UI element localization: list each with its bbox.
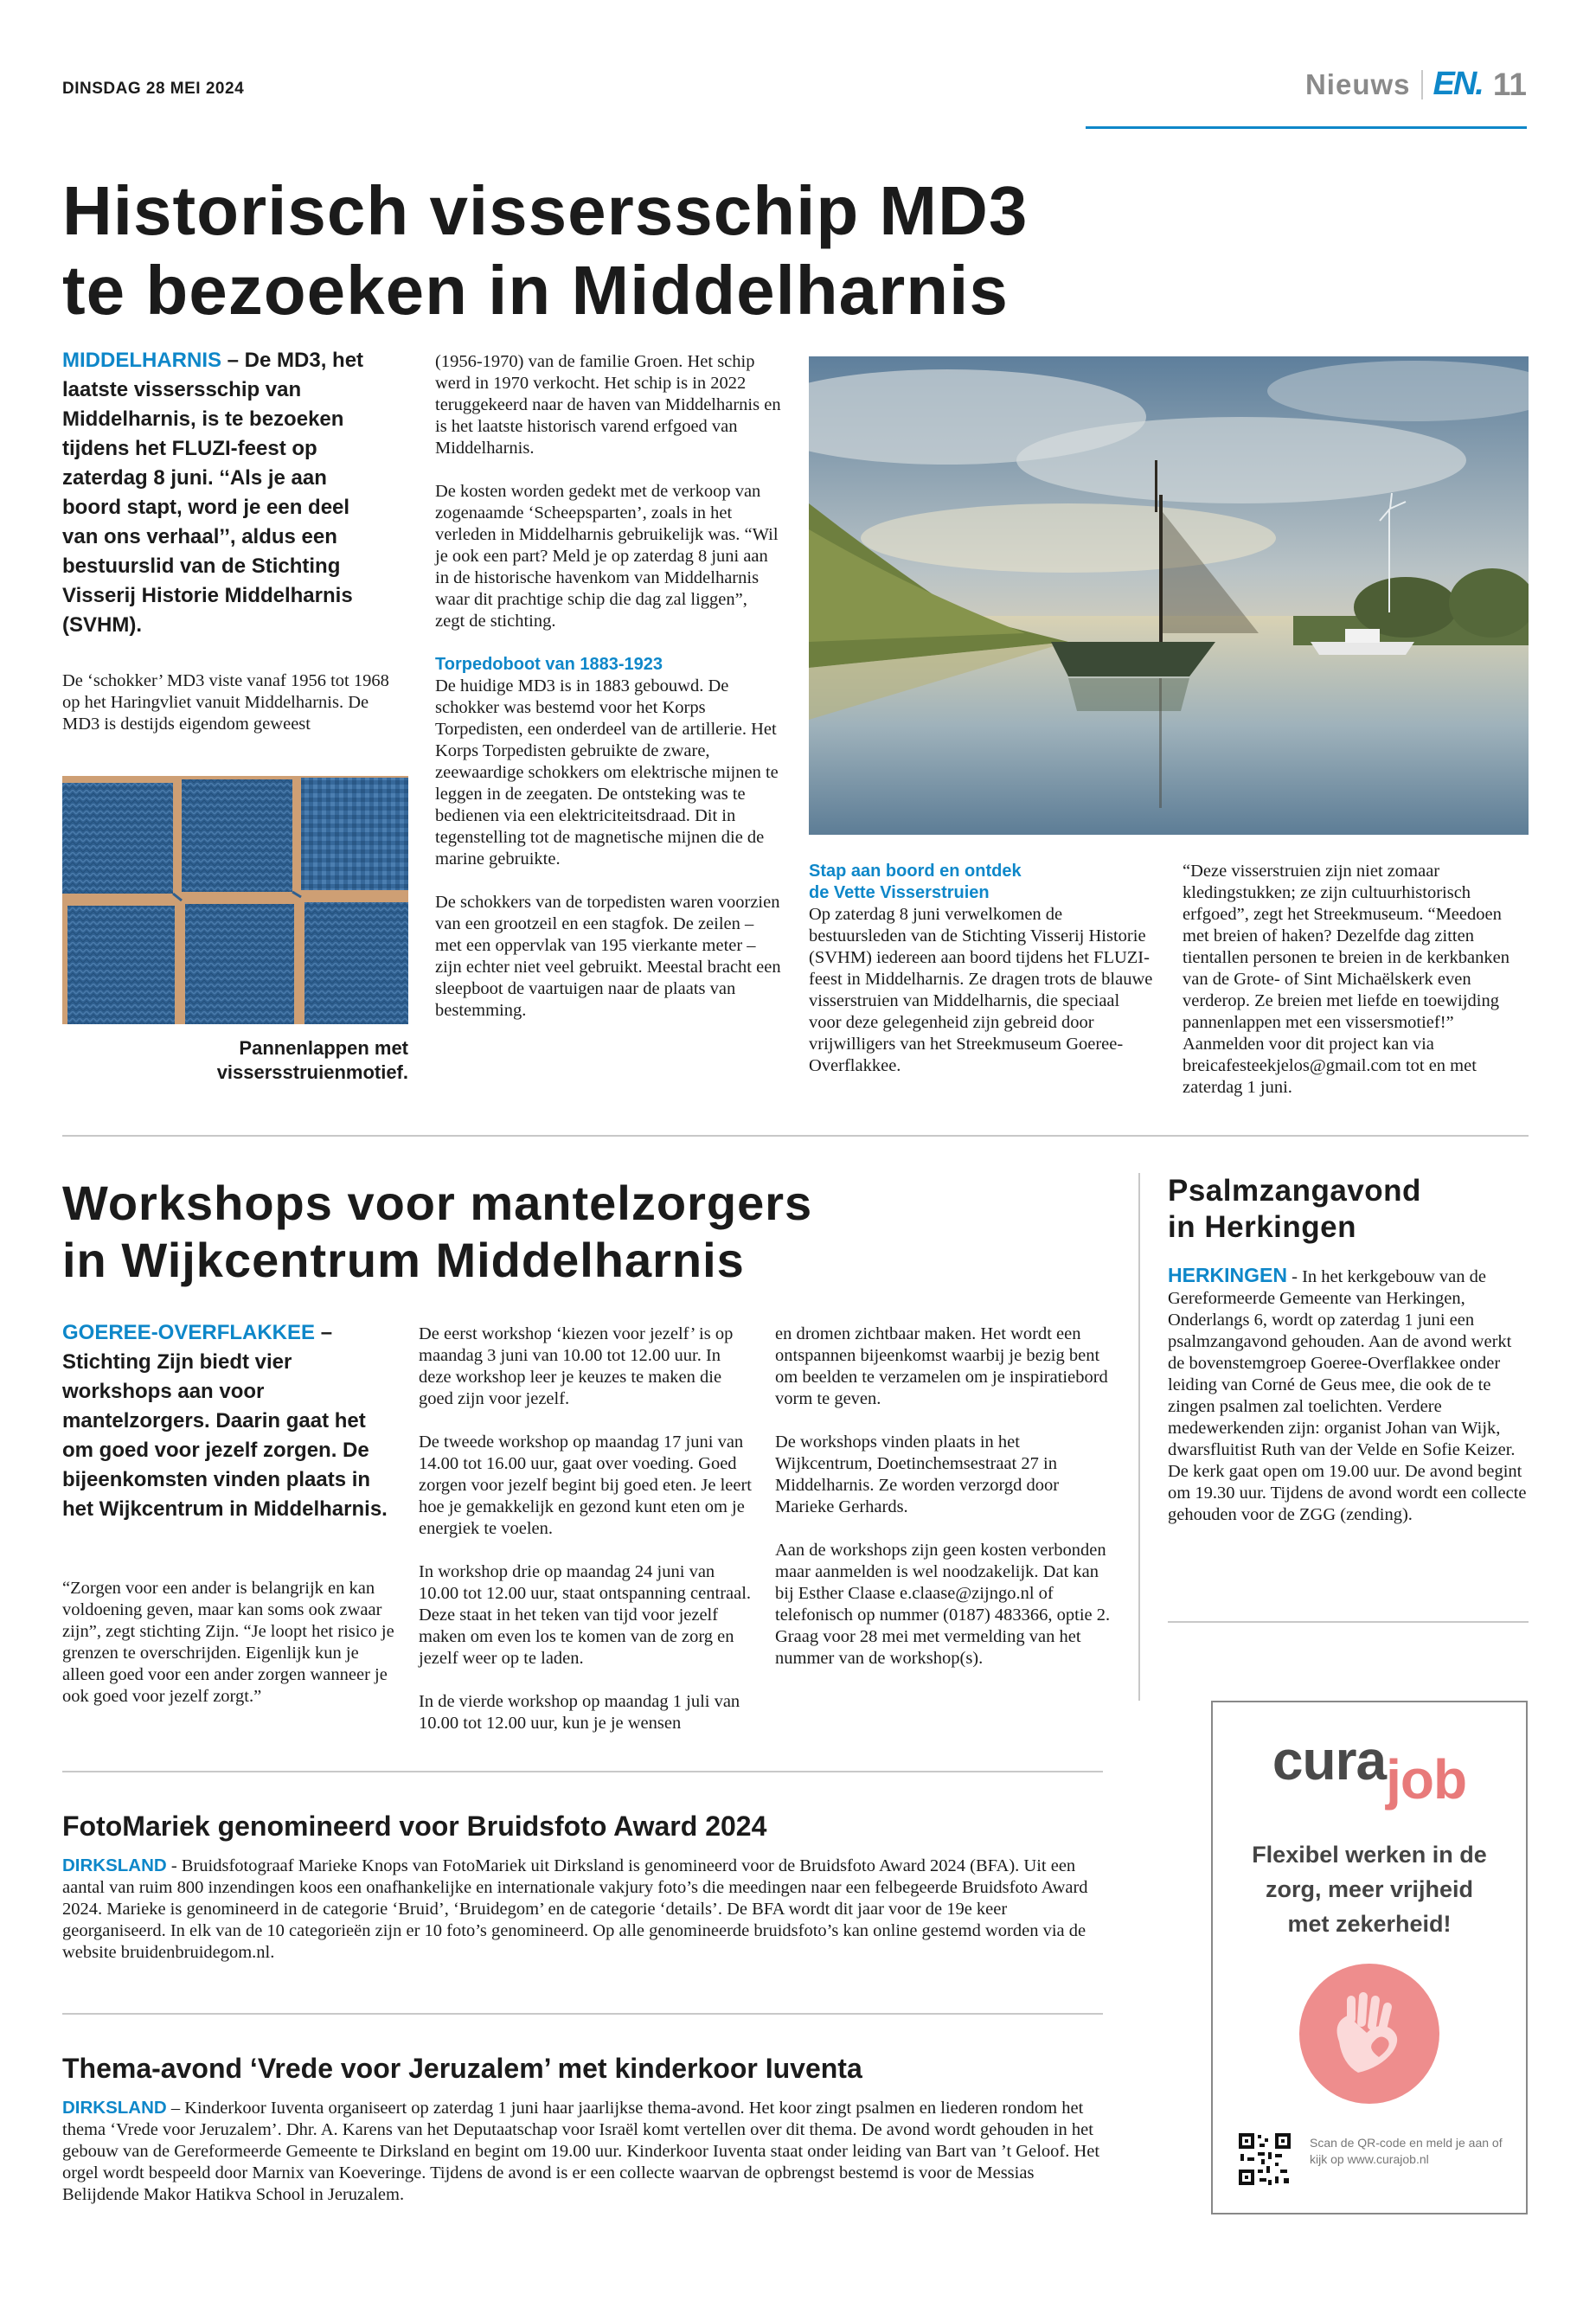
article2-paragraph: In de vierde workshop op maandag 1 juli van 10.00 tot 12.00 uur, kun je je wensen xyxy=(419,1692,740,1733)
article2-headline xyxy=(62,1175,1100,1289)
article1-subhead2 xyxy=(809,861,1155,904)
article4-title: FotoMariek genomineerd voor Bruidsfoto Award 2024 xyxy=(62,1811,767,1842)
article4-dateline: DIRKSLAND xyxy=(62,1856,167,1875)
article3-body xyxy=(1168,1265,1531,1526)
qr-instruction xyxy=(1310,2135,1507,2168)
page-header xyxy=(1305,66,1527,103)
article1-paragraph: De huidige MD3 is in 1883 gebouwd. De schokker was bestemd voor het Korps Torpedisten, een onderdeel van de artillerie. Het Korps Torpedisten gebruikte de zware, zeewaardige schokkers om elektrische mijnen te leggen in de zeegaten. De ontsteking was te bedienen via een elektriciteitsdraad. Dit in tegenstelling tot de magnetische mijnen die de marine gebruikte. xyxy=(435,676,779,868)
article1-paragraph: (1956-1970) van de familie Groen. Het schip werd in 1970 verkocht. Het schip is in 2022 teruggekeerd naar de haven van Middelharnis en is het laatste historisch varend erfgoed van Middelharnis. xyxy=(435,352,781,458)
article2-paragraph: Aan de workshops zijn geen kosten verbonden maar aanmelden is wel noodzakelijk. Dat kan bij Esther Claase e.claase@zijngo.nl of telefonisch op nummer (0187) 483366, optie 2. Graag voor 28 mei met vermelding van het nummer van de workshop(s). xyxy=(775,1541,1111,1668)
section-divider xyxy=(62,1771,1103,1772)
tagline-text: Flexibel werken in de zorg, meer vrijheid met zekerheid! xyxy=(1252,1842,1487,1937)
article2-paragraph: en dromen zichtbaar maken. Het wordt een ontspannen bijeenkomst waarbij je bezig bent om beelden te verzamelen om je inspiratiebord vorm te geven. xyxy=(775,1324,1108,1408)
heart-hand-icon xyxy=(1298,1962,1441,2106)
article1-paragraph: De ‘schokker’ MD3 viste vanaf 1956 tot 1968 op het Haringvliet vanuit Middelharnis. De MD3 is destijds eigendom geweest xyxy=(62,671,389,734)
article2-title-line1: Workshops voor mantelzorgers xyxy=(62,1176,813,1230)
sidebar-divider xyxy=(1168,1621,1529,1623)
article1-paragraph: Op zaterdag 8 juni verwelkomen de bestuursleden van de Stichting Visserij Historie (SVHM) iedereen aan boord tijdens het FLUZI-feest in Middelharnis. Ze dragen trots de blauwe visserstruien van Middelharnis, die speciaal voor deze gelegenheid zijn gebreid door vrijwilligers van het Streekmuseum Goeree-Overflakkee. xyxy=(809,905,1153,1075)
photo-caption-text: Pannenlappen met vissersstruienmotief. xyxy=(216,1037,408,1083)
article5-title: Thema-avond ‘Vrede voor Jeruzalem’ met kinderkoor Iuventa xyxy=(62,2053,862,2084)
article2-title-line2: in Wijkcentrum Middelharnis xyxy=(62,1233,745,1287)
article5-dateline: DIRKSLAND xyxy=(62,2098,167,2118)
page-number: 11 xyxy=(1492,66,1527,102)
section-name: Nieuws xyxy=(1304,67,1411,100)
article1-paragraph: De kosten worden gedekt met de verkoop van zogenaamde ‘Scheepsparten’, zoals in het verleden in Middelharnis gebruikelijk was. “Wil je ook een part? Meld je op zaterdag 8 juni aan in de historische havenkom van Middelharnis waar dit prachtige schip die dag zal liggen”, zegt de stichting. xyxy=(435,482,779,631)
curajob-ad[interactable] xyxy=(1211,1701,1528,2214)
subhead2-line1: Stap aan boord en ontdek xyxy=(809,862,1022,881)
article3-title-line1: Psalmzangavond xyxy=(1168,1174,1421,1208)
article1-lead-text: – De MD3, het laatste vissersschip van Middelharnis, is te bezoeken tijdens het FLUZI-feest op zaterdag 8 juni. ‘‘Als je aan boord stapt, word je een deel van ons verhaal’’, aldus een bestuurslid van de Stichting Visserij Historie Middelharnis (SVHM). xyxy=(62,349,364,637)
article5 xyxy=(62,2050,1109,2206)
article1-title-line1: Historisch vissersschip MD3 xyxy=(62,172,1029,249)
article3-dateline: HERKINGEN xyxy=(1168,1264,1288,1286)
section-divider xyxy=(62,2013,1103,2015)
article1-dateline: MIDDELHARNIS xyxy=(62,349,221,372)
potholders-photo xyxy=(62,776,408,1024)
column-divider xyxy=(1138,1173,1140,1701)
article1-col4 xyxy=(1183,861,1529,1099)
article4-body-text: - Bruidsfotograaf Marieke Knops van FotoMariek uit Dirksland is genomineerd voor de Bruidsfoto Award 2024 (BFA). Uit een aantal van ruim 800 inzendingen koos een onafhankelijke en internationale vakjury foto’s die meedingen naar een felbegeerde Bruidsfoto Award 2024. Marieke is genomineerd in de categorie ‘Bruid’, ‘Bruidegom’ en de categorie ‘details’. De BFA wordt dit jaar voor de 19e keer georganiseerd. In elk van de 10 categorieën zijn er 10 foto’s genomineerd. Op alle genomineerde bruidsfoto’s kan online gestemd worden via de website bruidenbruidegom.nl. xyxy=(62,1856,1088,1962)
article3 xyxy=(1168,1173,1531,1526)
header-divider xyxy=(1421,70,1423,99)
article2-col2 xyxy=(419,1324,756,1734)
subhead2-line2: de Vette Visserstruien xyxy=(809,883,990,902)
article2-dateline: GOEREE-OVERFLAKKEE xyxy=(62,1321,316,1344)
article2-paragraph: De workshops vinden plaats in het Wijkcentrum, Doetinchemsestraat 27 in Middelharnis. Ze worden verzorgd door Marieke Gerhards. xyxy=(775,1433,1060,1516)
article4 xyxy=(62,1808,1109,1964)
ship-photo xyxy=(809,356,1529,835)
article5-body-text: – Kinderkoor Iuventa organiseert op zaterdag 1 juni haar jaarlijkse thema-avond. Het koor zingt psalmen en liederen rondom het thema ‘Vrede voor Jeruzalem’. Dhr. A. Karens van het Deputaatschap voor Israël komt vertellen over dit thema. De avond wordt gehouden in het gebouw van de Gereformeerde Gemeente te Dirksland en begint om 19.00 uur. Kinderkoor Iuventa staat onder leiding van Bart van ’t Geloof. Het orgel wordt bespeeld door Marnix van Koeveringe. Tijdens de avond is er een collecte waarvan de opbrengst bestemd is voor de Messias Belijdende Makor Hatikva School in Jeruzalem. xyxy=(62,2099,1100,2204)
article2-lead-text: – Stichting Zijn biedt vier workshops aan voor mantelzorgers. Daarin gaat het om goed voor jezelf zorgen. De bijeenkomsten vinden plaats in het Wijkcentrum in Middelharnis. xyxy=(62,1321,388,1521)
section-divider xyxy=(62,1135,1529,1137)
issue-date: DINSDAG 28 MEI 2024 xyxy=(62,80,245,98)
article1-paragraph: De schokkers van de torpedisten waren voorzien van een grootzeil en een stagfok. De zeilen – met een oppervlak van 195 vierkante meter – zijn echter niet veel gebruikt. Meestal bracht een sleepboot de vaartuigen naar de plaats van bestemming. xyxy=(435,893,781,1020)
article2-paragraph: De tweede workshop op maandag 17 juni van 14.00 tot 16.00 uur, gaat over voeding. Goed zorgen voor jezelf begint bij goed eten. Je leert hoe je gemakkelijk en gezond kunt eten om je energiek te voelen. xyxy=(419,1433,752,1538)
article1-lead xyxy=(62,346,382,640)
ad-tagline xyxy=(1247,1837,1491,1941)
article2-paragraph: De eerst workshop ‘kiezen voor jezelf’ is op maandag 3 juni van 10.00 tot 12.00 uur. In deze workshop leer je keuzes te maken die goed zijn voor jezelf. xyxy=(419,1324,734,1408)
qr-code[interactable] xyxy=(1237,2131,1292,2187)
article1-col1 xyxy=(62,670,408,735)
article2-paragraph: In workshop drie op maandag 24 juni van 10.00 tot 12.00 uur, staat ontspanning centraal. Deze staat in het teken van tijd voor jezelf maken om even los te komen van de zorg en jezelf weer op te laden. xyxy=(419,1562,752,1668)
article1-title-line2: te bezoeken in Middelharnis xyxy=(62,252,1009,329)
article1-col2 xyxy=(435,351,781,1022)
header-rule xyxy=(1086,126,1527,129)
article1-headline xyxy=(62,171,1100,330)
newspaper-logo: EN. xyxy=(1433,66,1483,102)
article4-body xyxy=(62,1855,1109,1964)
article2-col1 xyxy=(62,1578,400,1708)
article2-col3 xyxy=(775,1324,1112,1670)
article2-lead xyxy=(62,1318,391,1524)
article3-title-line2: in Herkingen xyxy=(1168,1210,1356,1244)
qr-text: Scan de QR-code en meld je aan of kijk op www.curajob.nl xyxy=(1310,2136,1503,2166)
article2-paragraph: “Zorgen voor een ander is belangrijk en kan voldoening geven, maar kan soms ook zwaar zijn”, zegt stichting Zijn. “Je loopt het risico je grenzen te overschrijden. Eigenlijk kun je alleen goed voor een ander zorgen wanneer je ook goed voor jezelf zorgt.” xyxy=(62,1579,394,1706)
potholders-caption xyxy=(173,1036,408,1085)
logo-part2: job xyxy=(1386,1748,1467,1811)
article1-subhead: Torpedoboot van 1883-1923 xyxy=(435,655,663,674)
article1-paragraph: “Deze visserstruien zijn niet zomaar kledingstukken; ze zijn cultuurhistorisch erfgoed”, zegt het Streekmuseum. “Meedoen met breien of haken? Dezelfde dag zitten tientallen personen te breien in de kerkbanken van de Grote- of Sint Michaëlskerk even verderop. Ze breien met liefde en toewijding pannenlappen met een vissersmotief!” Aanmelden voor dit project kan via breicafesteekjelos@gmail.com tot en met zaterdag 1 juni. xyxy=(1183,862,1509,1097)
article1-col3 xyxy=(809,861,1155,1077)
article5-body xyxy=(62,2097,1109,2206)
curajob-logo xyxy=(1213,1728,1526,1811)
logo-part1: cura xyxy=(1272,1729,1387,1791)
article3-body-text: - In het kerkgebouw van de Gereformeerde Gemeente van Herkingen, Onderlangs 6, wordt op zaterdag 1 juni een psalmzangavond gehouden. Aan de avond werkt de bovenstemgroep Goeree-Overflakkee onder leiding van Corné de Geus mee, die ook de te zingen psalmen zal toelichten. Verdere medewerkenden zijn: organist Johan van Wijk, dwarsfluitist Ruth van der Velde en Sofie Keizer. De kerk gaat open om 19.00 uur. De avond begint om 19.30 uur. Tijdens de avond wordt een collecte gehouden voor de ZGG (zending). xyxy=(1168,1267,1527,1524)
